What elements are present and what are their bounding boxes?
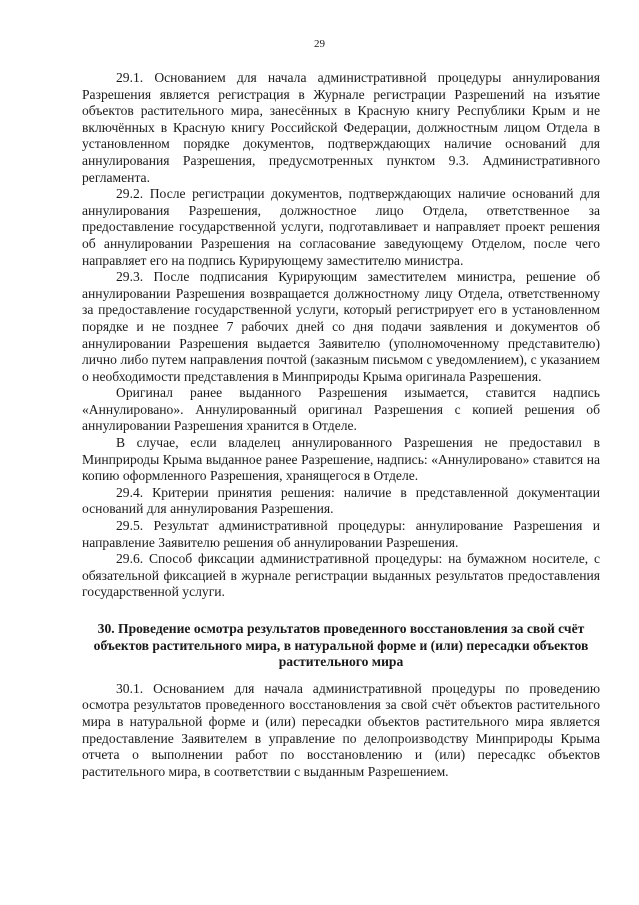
paragraph-29-4: 29.4. Критерии принятия решения: наличие в представленной документации оснований для аннулирования Разрешения. [82, 484, 600, 517]
document-body [82, 70, 600, 780]
paragraph-29-2: 29.2. После регистрации документов, подтверждающих наличие оснований для аннулирования Разрешения, должностное лицо Отдела, ответственное за предоставление государственной услуги, подготавливает и направляет проект решения об аннулировании Разрешения на согласование заведующему Отделом, после чего направляет его на подпись Курирующему заместителю министра. [82, 186, 600, 268]
paragraph-original-annulled: Оригинал ранее выданного Разрешения изымается, ставится надпись «Аннулировано». Аннулированный оригинал Разрешения с копией решения об аннулировании Разрешения хранится в Отделе. [82, 385, 600, 434]
paragraph-30-1: 30.1. Основанием для начала административной процедуры по проведению осмотра результатов проведенного восстановления за свой счёт объектов растительного мира в натуральной форме и (или) пересадки объектов растительного мира является предоставление Заявителем в управление по делопроизводству Минприроды Крыма отчета о выполнении работ по восстановлению и (или) пересадкс объектов растительного мира, в соответствии с выданным Разрешением. [82, 680, 600, 779]
paragraph-29-3: 29.3. После подписания Курирующим заместителем министра, решение об аннулировании Разрешения возвращается должностному лицу Отдела, ответственному за предоставление государственной услуги, который регистрирует его в установленном порядке и не позднее 7 рабочих дней со дня подачи заявления и документов об аннулировании Разрешения выдается Заявителю (уполномоченному представителю) лично либо путем направления почтой (заказным письмом с уведомлением), с указанием о необходимости представления в Минприроды Крыма оригинала Разрешения. [82, 269, 600, 384]
paragraph-29-5: 29.5. Результат административной процедуры: аннулирование Разрешения и направление Заявителю решения об аннулировании Разрешения. [82, 518, 600, 550]
paragraph-29-6: 29.6. Способ фиксации административной процедуры: на бумажном носителе, с обязательной фиксацией в журнале регистрации выданных результатов предоставления государственной услуги. [82, 551, 600, 600]
page-number: 29 [314, 38, 325, 50]
section-heading-30: 30. Проведение осмотра результатов проведенного восстановления за свой счёт объектов растительного мира, в натуральной форме и (или) пересадки объектов растительного мира [93, 621, 589, 670]
paragraph-not-provided: В случае, если владелец аннулированного Разрешения не предоставил в Минприроды Крыма выданное ранее Разрешение, надпись: «Аннулировано» ставится на копию оформленного Разрешения, хранящегося в Отделе. [82, 435, 600, 484]
paragraph-29-1: 29.1. Основанием для начала административной процедуры аннулирования Разрешения является регистрация в Журнале регистрации Разрешений на изъятие объектов растительного мира, занесённых в Красную книгу Республики Крым и не включённых в Красную книгу Российской Федерации, должностным лицом Отдела в установленном порядке документов, подтверждающих наличие оснований для аннулирования Разрешения, предусмотренных пунктом 9.3. Административного регламента. [82, 70, 600, 185]
